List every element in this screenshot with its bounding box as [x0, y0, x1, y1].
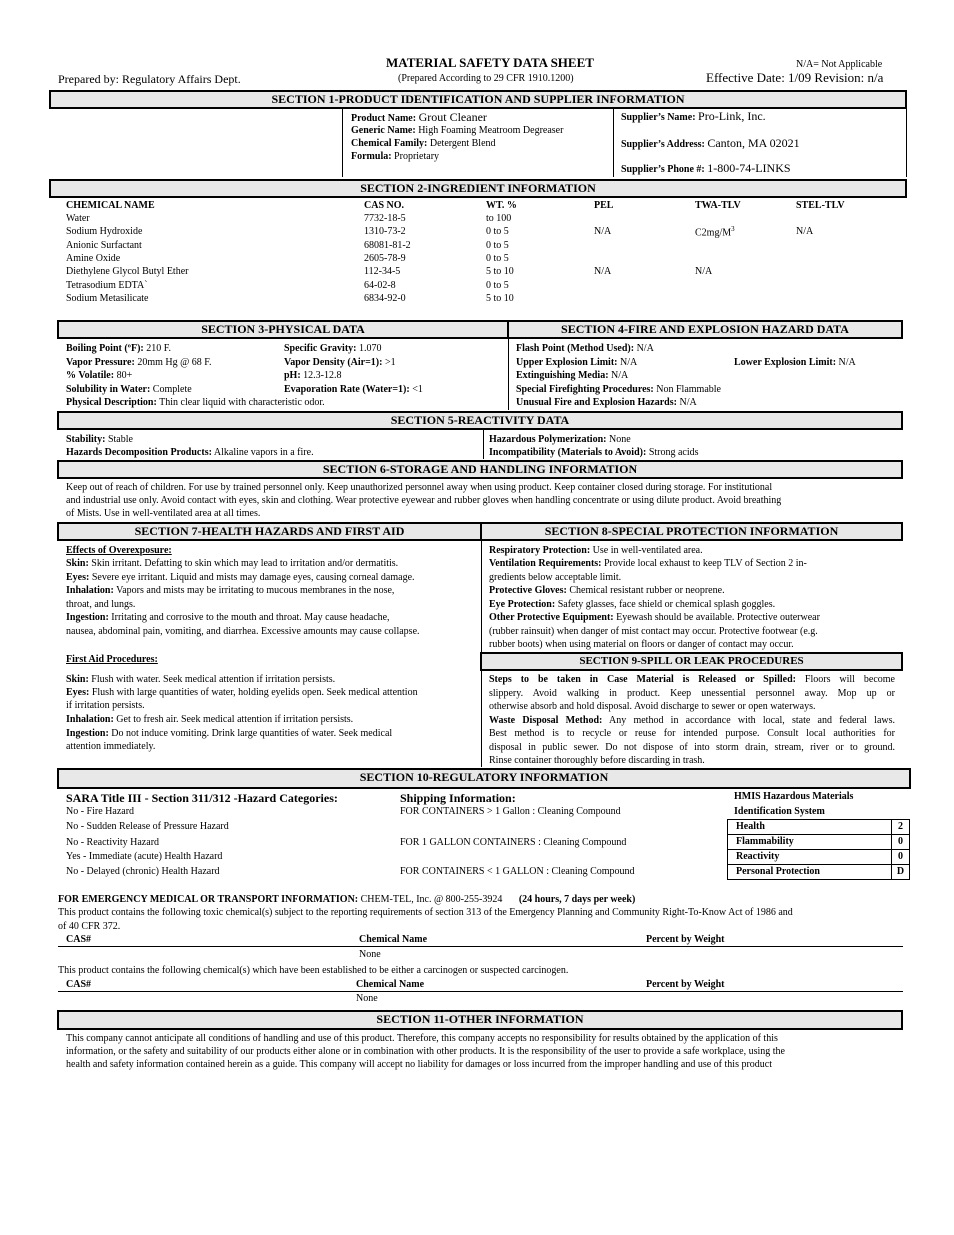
unusual-hazards-value: N/A	[679, 397, 697, 408]
vapor-density-value: >1	[384, 357, 396, 368]
hmis-value: D	[891, 864, 910, 880]
toxic-col-cas: CAS#	[66, 934, 92, 945]
ingredient-name: Diethylene Glycol Butyl Ether	[66, 266, 189, 277]
boiling-point-label: Boiling Point (ºF):	[66, 343, 144, 354]
sara-item: No - Delayed (chronic) Health Hazard	[66, 866, 220, 877]
shipping-line-1: FOR CONTAINERS > 1 Gallon : Cleaning Compound	[400, 806, 621, 817]
chemical-family-label: Chemical Family:	[351, 138, 428, 149]
section-9-header: SECTION 9-SPILL OR LEAK PROCEDURES	[480, 652, 903, 671]
eye-protection-value: Safety glasses, face shield or chemical splash goggles.	[557, 599, 776, 610]
ingredient-pel: N/A	[594, 266, 612, 277]
specific-gravity	[284, 342, 381, 355]
twa-superscript: 3	[731, 225, 735, 233]
supplier-name-value: Pro-Link, Inc.	[698, 109, 766, 123]
formula-label: Formula:	[351, 151, 392, 162]
ingredient-wt: 5 to 10	[486, 266, 514, 277]
ph-value: 12.3-12.8	[303, 370, 342, 381]
emergency-hours: (24 hours, 7 days per week)	[518, 894, 636, 905]
ingredient-cas: 2605-78-9	[364, 253, 406, 264]
physical-description-label: Physical Description:	[66, 397, 157, 408]
hazardous-polymerization	[489, 433, 631, 446]
s1-divider-right	[613, 109, 614, 177]
ingredient-name: Tetrasodium EDTA`	[66, 280, 148, 291]
col-wt-pct: WT. %	[486, 200, 517, 211]
col-pel: PEL	[594, 200, 614, 211]
lower-explosion-limit	[734, 356, 856, 369]
effect-inhalation-cont: throat, and lungs.	[66, 599, 136, 610]
prepared-by: Prepared by: Regulatory Affairs Dept.	[58, 72, 241, 86]
col-chemical-name: CHEMICAL NAME	[66, 200, 155, 211]
toxic-none: None	[359, 949, 381, 960]
stability	[66, 433, 133, 446]
section-1-header: SECTION 1-PRODUCT IDENTIFICATION AND SUPPLIER INFORMATION	[49, 90, 907, 109]
hmis-value: 0	[891, 834, 910, 850]
decomposition-products-value: Alkaline vapors in a fire.	[213, 447, 314, 458]
supplier-address-label: Supplier’s Address:	[621, 139, 705, 150]
respiratory-protection-value: Use in well-ventilated area.	[592, 545, 703, 556]
waste-disposal-line-4: Rinse container thoroughly before discarding in trash.	[489, 755, 705, 766]
other-protective-cont-2: rubber boots) when using material on floors or danger of contact may occur.	[489, 639, 794, 650]
extinguishing-media-label: Extinguishing Media:	[516, 370, 609, 381]
s5-divider	[483, 430, 484, 459]
percent-volatile	[66, 369, 132, 382]
col-cas-no: CAS NO.	[364, 200, 405, 211]
ingredient-name: Water	[66, 213, 90, 224]
firefighting-procedures	[516, 383, 721, 396]
effect-inhalation-value: Vapors and mists may be irritating to mucous membranes in the nose,	[116, 585, 395, 596]
first-aid-eyes-label: Eyes:	[66, 687, 90, 698]
sara-item: Yes - Immediate (acute) Health Hazard	[66, 851, 223, 862]
ingredient-twa	[695, 225, 735, 239]
unusual-hazards-label: Unusual Fire and Explosion Hazards:	[516, 397, 677, 408]
first-aid-heading: First Aid Procedures:	[66, 654, 158, 665]
section-7-header: SECTION 7-HEALTH HAZARDS AND FIRST AID	[57, 522, 482, 541]
specific-gravity-label: Specific Gravity:	[284, 343, 357, 354]
effect-inhalation	[66, 584, 394, 597]
respiratory-protection	[489, 544, 703, 557]
formula	[351, 150, 439, 163]
extinguishing-media	[516, 369, 628, 382]
first-aid-inhalation	[66, 713, 353, 726]
stability-value: Stable	[107, 434, 133, 445]
spill-steps-label: Steps to be taken in Case Material is Released or Spilled:	[489, 674, 796, 685]
emergency-label: FOR EMERGENCY MEDICAL OR TRANSPORT INFORMATION:	[58, 894, 359, 905]
twa-value: C2mg/M	[695, 227, 732, 239]
ingredient-cas: 1310-73-2	[364, 226, 406, 237]
generic-name-value: High Foaming Meatroom Degreaser	[418, 125, 564, 136]
hmis-value: 2	[891, 819, 910, 835]
s1-border-right	[906, 109, 907, 177]
section-6-header: SECTION 6-STORAGE AND HANDLING INFORMATION	[57, 460, 903, 479]
effects-overexposure-heading: Effects of Overexposure:	[66, 545, 172, 556]
chemical-family-value: Detergent Blend	[429, 138, 496, 149]
eye-protection-label: Eye Protection:	[489, 599, 556, 610]
other-protective	[489, 611, 820, 624]
storage-line-3: of Mists. Use in well-ventilated area at all times.	[66, 508, 261, 519]
ventilation	[489, 557, 807, 570]
emergency-info	[58, 893, 635, 906]
vapor-pressure-value: 20mm Hg @ 68 F.	[137, 357, 212, 368]
decomposition-products-label: Hazards Decomposition Products:	[66, 447, 212, 458]
effect-ingestion	[66, 611, 390, 624]
supplier-name	[621, 109, 766, 125]
spill-steps-value: Floors will become	[804, 674, 895, 685]
ingredient-stel: N/A	[796, 226, 814, 237]
incompatibility-label: Incompatibility (Materials to Avoid):	[489, 447, 647, 458]
respiratory-protection-label: Respiratory Protection:	[489, 545, 591, 556]
protective-gloves-value: Chemical resistant rubber or neoprene.	[569, 585, 725, 596]
upper-explosion-limit-label: Upper Explosion Limit:	[516, 357, 618, 368]
hmis-label: Flammability	[727, 834, 892, 850]
emergency-value: CHEM-TEL, Inc. @ 800-255-3924	[360, 894, 503, 905]
other-info-line-3: health and safety information contained herein as a guide. This company will accept no liability for damages or loss incurred from the improper handling and use of this product	[66, 1059, 773, 1070]
first-aid-skin-label: Skin:	[66, 674, 89, 685]
hmis-title: HMIS Hazardous Materials	[734, 791, 854, 802]
firefighting-procedures-value: Non Flammable	[656, 384, 721, 395]
first-aid-inhalation-value: Get to fresh air. Seek medical attention if irritation persists.	[116, 714, 354, 725]
vapor-density	[284, 356, 396, 369]
toxic-header-rule	[58, 946, 903, 947]
effect-ingestion-label: Ingestion:	[66, 612, 109, 623]
other-info-line-2: information, or the safety and suitability of our products either alone or in combination with other products. It is the responsibility of the user to provide a safe workplace, using the	[66, 1046, 785, 1057]
first-aid-eyes-value: Flush with large quantities of water, holding eyelids open. Seek medical attention	[91, 687, 418, 698]
evaporation-rate	[284, 383, 423, 396]
ingredient-cas: 7732-18-5	[364, 213, 406, 224]
carcinogen-statement: This product contains the following chemical(s) which have been established to be either a carcinogen or suspected carcinogen.	[58, 965, 569, 976]
effect-skin-value: Skin irritant. Defatting to skin which may lead to irritation and/or dermatitis.	[91, 558, 399, 569]
effect-ingestion-cont: nausea, abdominal pain, vomiting, and diarrhea. Excessive amounts may cause collapse.	[66, 626, 420, 637]
hazardous-polymerization-value: None	[608, 434, 631, 445]
ph	[284, 369, 342, 382]
flash-point-label: Flash Point (Method Used):	[516, 343, 635, 354]
section-8-header: SECTION 8-SPECIAL PROTECTION INFORMATION	[480, 522, 903, 541]
incompatibility	[489, 446, 699, 459]
vapor-density-label: Vapor Density (Air=1):	[284, 357, 383, 368]
storage-line-2: and industrial use only. Avoid contact with eyes, skin and clothing. Wear protective eyewear and rubber gloves when handling concentrate or using dilute product. Avoid breathing	[66, 495, 782, 506]
ingredient-name: Anionic Surfactant	[66, 240, 142, 251]
first-aid-inhalation-label: Inhalation:	[66, 714, 114, 725]
section-4-header: SECTION 4-FIRE AND EXPLOSION HAZARD DATA	[507, 320, 903, 339]
ingredient-name: Sodium Metasilicate	[66, 293, 149, 304]
lower-explosion-limit-label: Lower Explosion Limit:	[734, 357, 837, 368]
carcinogen-col-percent: Percent by Weight	[646, 979, 725, 990]
col-stel-tlv: STEL-TLV	[796, 200, 845, 211]
spill-steps	[489, 673, 895, 768]
hmis-label: Reactivity	[727, 849, 892, 865]
sara-item: No - Reactivity Hazard	[66, 837, 160, 848]
toxic-col-chemical: Chemical Name	[359, 934, 428, 945]
ingredient-twa: N/A	[695, 266, 713, 277]
supplier-phone-value: 1-800-74-LINKS	[707, 161, 791, 175]
first-aid-eyes	[66, 686, 418, 699]
section-3-header: SECTION 3-PHYSICAL DATA	[57, 320, 509, 339]
supplier-address-value: Canton, MA 02021	[707, 136, 800, 150]
spill-steps-line-2: slippery. Avoid walking in product. Keep unessential personnel away. Mop up or	[489, 687, 895, 699]
ingredient-cas: 112-34-5	[364, 266, 401, 277]
generic-name	[351, 124, 563, 137]
ingredient-pel: N/A	[594, 226, 612, 237]
first-aid-eyes-cont: if irritation persists.	[66, 700, 145, 711]
section-11-header: SECTION 11-OTHER INFORMATION	[57, 1010, 903, 1030]
firefighting-procedures-label: Special Firefighting Procedures:	[516, 384, 654, 395]
solubility-label: Solubility in Water:	[66, 384, 151, 395]
vapor-pressure	[66, 356, 212, 369]
hmis-value: 0	[891, 849, 910, 865]
evaporation-rate-value: <1	[412, 384, 423, 395]
specific-gravity-value: 1.070	[358, 343, 382, 354]
waste-disposal-line-1	[489, 714, 895, 728]
stability-label: Stability:	[66, 434, 106, 445]
first-aid-ingestion-label: Ingestion:	[66, 728, 109, 739]
lower-explosion-limit-value: N/A	[838, 357, 856, 368]
other-protective-cont-1: (rubber rainsuit) when danger of mist contact may occur. Protective footwear (e.g.	[489, 626, 818, 637]
protective-gloves-label: Protective Gloves:	[489, 585, 567, 596]
s1-divider-left	[342, 109, 343, 177]
first-aid-ingestion-cont: attention immediately.	[66, 741, 156, 752]
sara-item: No - Sudden Release of Pressure Hazard	[66, 821, 229, 832]
evaporation-rate-label: Evaporation Rate (Water=1):	[284, 384, 410, 395]
carcinogen-col-cas: CAS#	[66, 979, 92, 990]
hmis-subtitle: Identification System	[734, 806, 825, 817]
waste-disposal-label: Waste Disposal Method:	[489, 714, 603, 726]
other-protective-label: Other Protective Equipment:	[489, 612, 614, 623]
shipping-line-2: FOR 1 GALLON CONTAINERS : Cleaning Compound	[400, 837, 627, 848]
hazardous-polymerization-label: Hazardous Polymerization:	[489, 434, 607, 445]
section-10-header: SECTION 10-REGULATORY INFORMATION	[57, 768, 911, 789]
shipping-line-3: FOR CONTAINERS < 1 GALLON : Cleaning Compound	[400, 866, 635, 877]
first-aid-skin	[66, 673, 335, 686]
na-note: N/A= Not Applicable	[796, 59, 883, 70]
storage-line-1: Keep out of reach of children. For use by trained personnel only. Keep unauthorized personnel away when using product. Keep container closed during storage. For institutional	[66, 482, 773, 493]
effective-date: Effective Date: 1/09 Revision: n/a	[706, 70, 884, 85]
effect-eyes-value: Severe eye irritant. Liquid and mists may damage eyes, causing corneal damage.	[91, 572, 415, 583]
ventilation-value: Provide local exhaust to keep TLV of Section 2 in-	[604, 558, 807, 569]
solubility	[66, 383, 192, 396]
boiling-point-value: 210 F.	[146, 343, 172, 354]
generic-name-label: Generic Name:	[351, 125, 416, 136]
ventilation-cont: gredients below acceptable limit.	[489, 572, 622, 583]
physical-description	[66, 396, 325, 409]
effect-skin-label: Skin:	[66, 558, 89, 569]
percent-volatile-value: 80+	[116, 370, 133, 381]
section-2-header: SECTION 2-INGREDIENT INFORMATION	[49, 179, 907, 198]
supplier-name-label: Supplier’s Name:	[621, 112, 696, 123]
effect-eyes	[66, 571, 415, 584]
boiling-point	[66, 342, 171, 355]
section-5-header: SECTION 5-REACTIVITY DATA	[57, 411, 903, 430]
extinguishing-media-value: N/A	[611, 370, 629, 381]
carcinogen-header-rule	[58, 991, 903, 992]
effect-skin	[66, 557, 398, 570]
effect-eyes-label: Eyes:	[66, 572, 90, 583]
other-protective-value: Eyewash should be available. Protective outerwear	[616, 612, 820, 623]
chemical-family	[351, 137, 496, 150]
ingredient-cas: 6834-92-0	[364, 293, 406, 304]
ingredient-wt: 0 to 5	[486, 280, 509, 291]
spill-steps-line-3: otherwise absorb and hold disposal. Avoid discharge to sewer or open waterways.	[489, 701, 816, 712]
supplier-phone-label: Supplier’s Phone #:	[621, 164, 705, 175]
sara-title: SARA Title III - Section 311/312 -Hazard Categories:	[66, 791, 338, 805]
sara-item: No - Fire Hazard	[66, 806, 135, 817]
ph-label: pH:	[284, 370, 301, 381]
product-name-value: Grout Cleaner	[418, 110, 487, 124]
flash-point	[516, 342, 654, 355]
unusual-hazards	[516, 396, 697, 409]
toxic-statement-2: of 40 CFR 372.	[58, 921, 121, 932]
shipping-title: Shipping Information:	[400, 791, 516, 805]
physical-description-value: Thin clear liquid with characteristic odor.	[159, 397, 325, 408]
supplier-phone	[621, 161, 791, 177]
carcinogen-none: None	[356, 993, 378, 1004]
hmis-label: Health	[727, 819, 892, 835]
hmis-label: Personal Protection	[727, 864, 892, 880]
product-name-label: Product Name:	[351, 113, 417, 124]
ingredient-wt: 0 to 5	[486, 253, 509, 264]
ingredient-wt: to 100	[486, 213, 512, 224]
waste-disposal-line-3: disposal in public sewer. Do not dispose of into storm drain, stream, river or to ground.	[489, 741, 895, 753]
waste-disposal-value: Any method in accordance with local, state and federal laws.	[609, 714, 895, 726]
toxic-statement-1: This product contains the following toxic chemical(s) subject to the reporting requirements of section 313 of the Emergency Planning and Community Right-To-Know Act of 1986 and	[58, 907, 793, 918]
percent-volatile-label: % Volatile:	[66, 370, 115, 381]
s34-divider	[508, 339, 509, 410]
carcinogen-col-chemical: Chemical Name	[356, 979, 425, 990]
ventilation-label: Ventilation Requirements:	[489, 558, 602, 569]
upper-explosion-limit	[516, 356, 637, 369]
supplier-address	[621, 136, 800, 152]
first-aid-skin-value: Flush with water. Seek medical attention if irritation persists.	[91, 674, 336, 685]
ingredient-wt: 0 to 5	[486, 226, 509, 237]
ingredient-wt: 0 to 5	[486, 240, 509, 251]
ingredient-name: Amine Oxide	[66, 253, 121, 264]
flash-point-value: N/A	[636, 343, 654, 354]
col-twa-tlv: TWA-TLV	[695, 200, 741, 211]
formula-value: Proprietary	[394, 151, 440, 162]
vapor-pressure-label: Vapor Pressure:	[66, 357, 135, 368]
first-aid-ingestion	[66, 727, 392, 740]
effect-ingestion-value: Irritating and corrosive to the mouth and throat. May cause headache,	[111, 612, 390, 623]
upper-explosion-limit-value: N/A	[620, 357, 638, 368]
spill-steps-line-1	[489, 673, 895, 687]
ingredient-wt: 5 to 10	[486, 293, 514, 304]
document-title: MATERIAL SAFETY DATA SHEET	[386, 55, 594, 70]
document-subtitle: (Prepared According to 29 CFR 1910.1200)	[398, 73, 574, 84]
other-info-line-1: This company cannot anticipate all conditions of handling and use of this product. Therefore, this company accepts no responsibility for results obtained by the application of this	[66, 1033, 778, 1044]
toxic-col-percent: Percent by Weight	[646, 934, 725, 945]
protective-gloves	[489, 584, 725, 597]
solubility-value: Complete	[152, 384, 192, 395]
incompatibility-value: Strong acids	[648, 447, 699, 458]
decomposition-products	[66, 446, 314, 459]
eye-protection	[489, 598, 775, 611]
ingredient-name: Sodium Hydroxide	[66, 226, 143, 237]
ingredient-cas: 68081-81-2	[364, 240, 411, 251]
effect-inhalation-label: Inhalation:	[66, 585, 114, 596]
first-aid-ingestion-value: Do not induce vomiting. Drink large quantities of water. Seek medical	[111, 728, 393, 739]
waste-disposal-line-2: Best method is to recycle or reuse for intended purpose. Consult local authorities for	[489, 728, 895, 739]
ingredient-cas: 64-02-8	[364, 280, 396, 291]
